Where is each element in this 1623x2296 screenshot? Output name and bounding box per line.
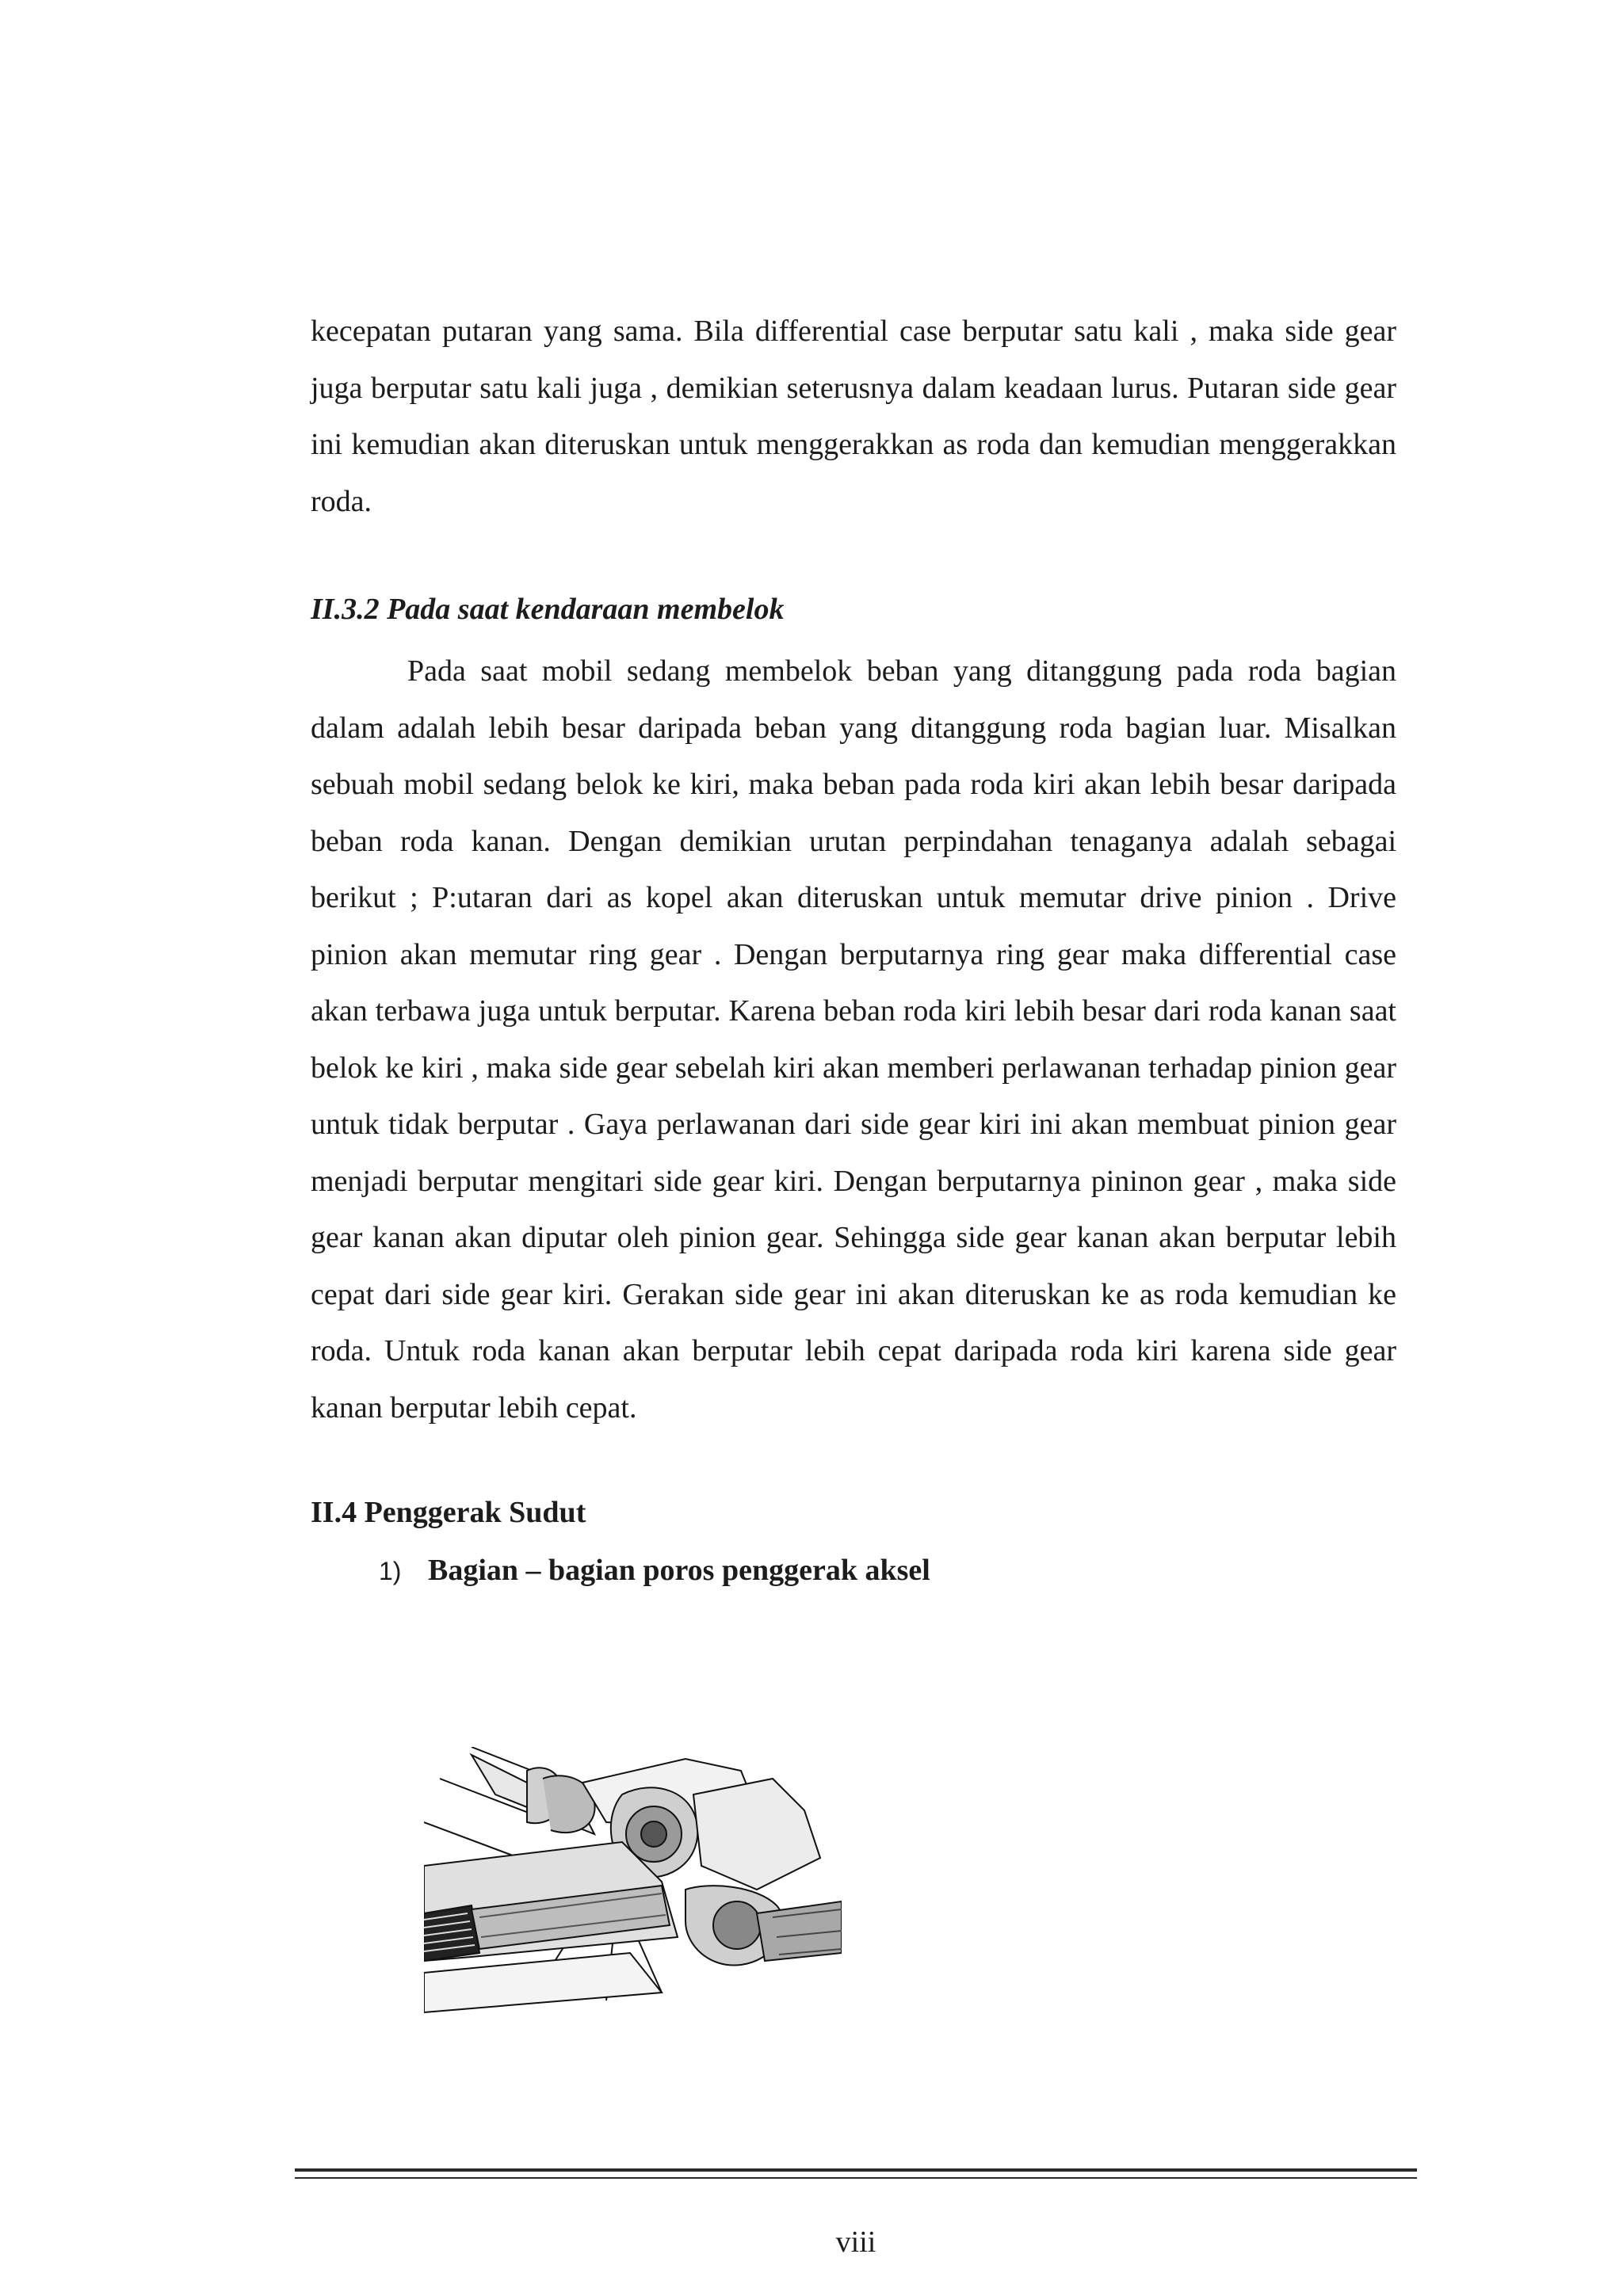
axle-drive-shaft-illustration xyxy=(424,1747,842,2040)
footer-rule-thin xyxy=(295,2177,1417,2179)
list-item-label: Bagian – bagian poros penggerak aksel xyxy=(428,1554,930,1587)
body-paragraph-1: kecepatan putaran yang sama. Bila differential case berputar satu kali , maka side gear juga berputar satu kali juga , demikian seterusnya dalam keadaan lurus. Putaran side gear ini kemudian akan diteruskan untuk menggerakkan as roda dan kemudian menggerakkan roda. xyxy=(311,315,1396,518)
subsection-heading: II.3.2 Pada saat kendaraan membelok xyxy=(311,593,785,626)
list-item xyxy=(379,1553,930,1588)
page-number: viii xyxy=(835,2225,876,2259)
section-heading: II.4 Penggerak Sudut xyxy=(311,1496,586,1529)
list-item-number: 1) xyxy=(379,1557,402,1585)
footer-rule-thick xyxy=(295,2168,1417,2172)
body-paragraph-2: Pada saat mobil sedang membelok beban yang ditanggung pada roda bagian dalam adalah lebih besar daripada beban yang ditanggung roda bagian luar. Misalkan sebuah mobil sedang belok ke kiri, maka beban pada roda kiri akan lebih besar daripada beban roda kanan. Dengan demikian urutan perpindahan tenaganya adalah sebagai berikut ; P:utaran dari as kopel akan diteruskan untuk memutar drive pinion . Drive pinion akan memutar ring gear . Dengan berputarnya ring gear maka differential case akan terbawa juga untuk berputar. Karena beban roda kiri lebih besar dari roda kanan saat belok ke kiri , maka side gear sebelah kiri akan memberi perlawanan terhadap pinion gear untuk tidak berputar . Gaya perlawanan dari side gear kiri ini akan membuat pinion gear menjadi berputar mengitari side gear kiri. Dengan berputarnya pininon gear , maka side gear kanan akan diputar oleh pinion gear. Sehingga side gear kanan akan berputar lebih cepat dari side gear kiri. Gerakan side gear ini akan diteruskan ke as roda kemudian ke roda. Untuk roda kanan akan berputar lebih cepat daripada roda kiri karena side gear kanan berputar lebih cepat. xyxy=(311,654,1396,1425)
